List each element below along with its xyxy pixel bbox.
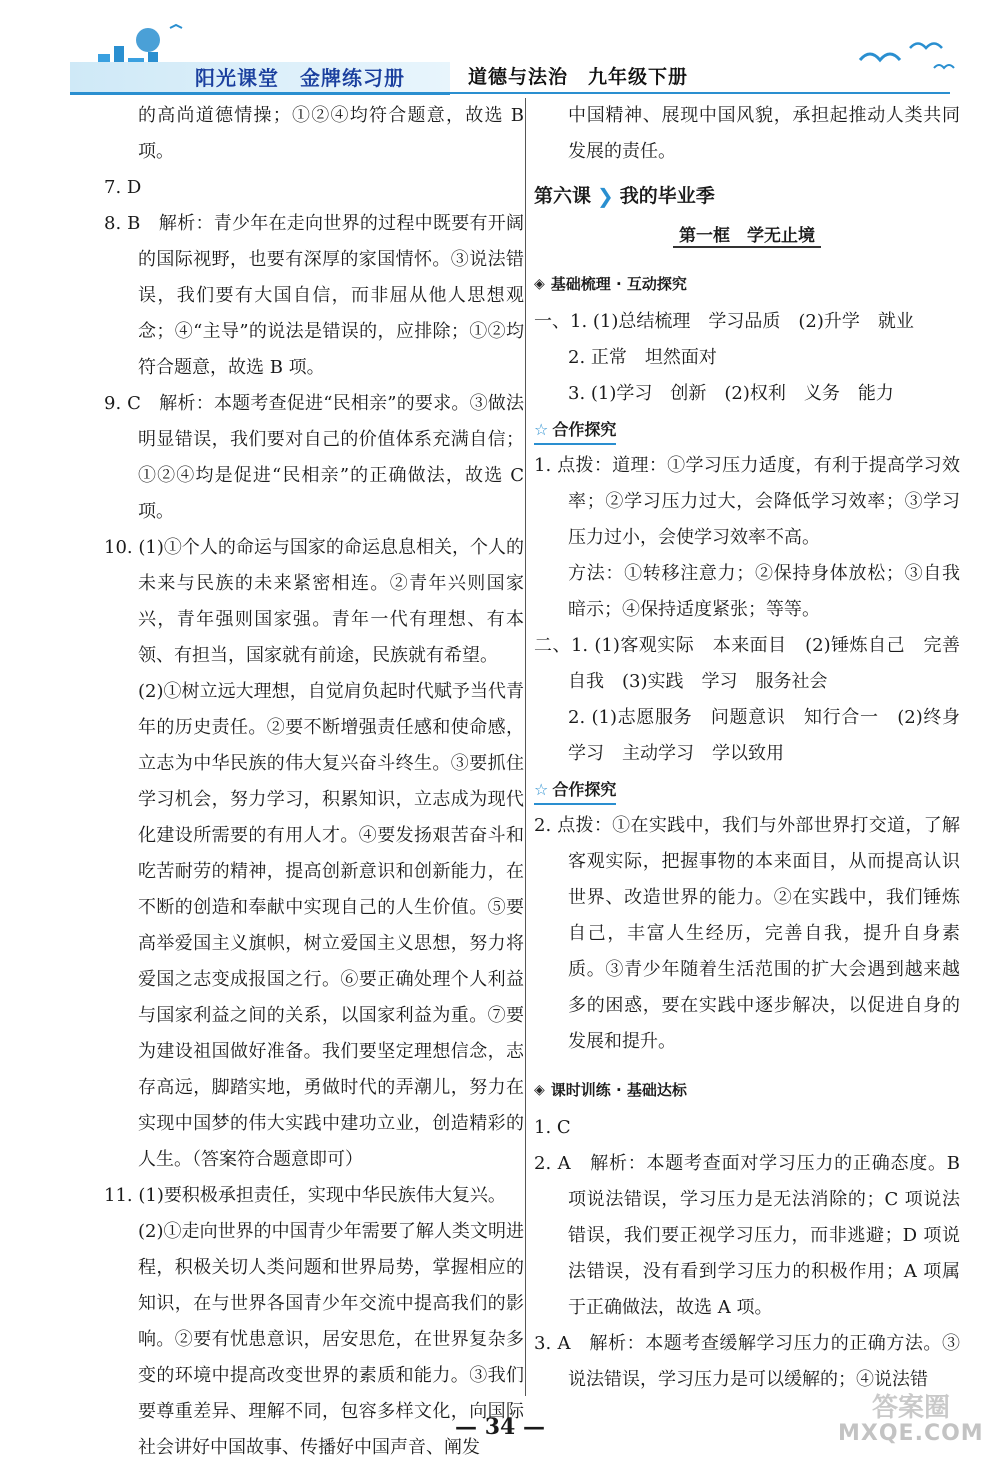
answer-paragraph: 1. 点拨：道理：①学习压力适度，有利于提高学习效率；②学习压力过大，会降低学习效率；③学习压力过小，会使学习效率不高。 [534, 455, 960, 548]
header-rule [70, 92, 950, 94]
answer-paragraph: 一、1. (1)总结梳理 学习品质 (2)升学 就业 [534, 311, 914, 332]
answer-paragraph: 2. 正常 坦然面对 [568, 347, 717, 368]
answer-paragraph: (2)①走向世界的中国青少年需要了解人类文明进程，积极关切人类问题和世界局势，掌握相应的知识，在与世界各国青少年交流中提高我们的影响。②要有忧患意识，居安思危，在世界复杂多变的环境中提高改变世界的素质和能力。③我们要尊重差异、理解不同，包容多样文化，向国际社会讲好中国故事、传播好中国声音、阐发 [138, 1221, 524, 1458]
answer-paragraph: 3. (1)学习 创新 (2)权利 义务 能力 [568, 383, 894, 404]
answer-paragraph: 9. C 解析：本题考查促进“民相亲”的要求。③做法明显错误，我们要对自己的价值体系充满自信；①②④均是促进“民相亲”的正确做法，故选 C 项。 [104, 393, 524, 522]
frame-title: 第一框 学无止境 [534, 218, 960, 254]
page-number: — 34 — [455, 1414, 545, 1440]
right-continuation-text: 中国精神、展现中国风貌，承担起推动人类共同发展的责任。 [568, 105, 960, 162]
star-icon: ☆ [534, 780, 549, 799]
left-column [104, 98, 524, 1466]
answer-paragraph: 2. 点拨：①在实践中，我们与外部世界打交道，了解客观实际，把握事物的本来面目，从而提高认识世界、改造世界的能力。②在实践中，我们锤炼自己，丰富人生经历，完善自我，提升自身素质。③青少年随着生活范围的扩大会遇到越来越多的困惑，要在实践中逐步解决，以促进自身的发展和提升。 [534, 815, 960, 1052]
watermark-url-text: MXQE.COM [838, 1421, 984, 1446]
subject-title: 道德与法治 九年级下册 [468, 66, 689, 88]
birds-icon [850, 30, 960, 80]
star-icon: ☆ [534, 420, 549, 439]
answer-paragraph: 11. (1)要积极承担责任，实现中华民族伟大复兴。 [104, 1185, 506, 1206]
section-heading-basics: ◈ 基础梳理 · 互动探究 [534, 266, 960, 302]
lesson-title: 我的毕业季 [619, 185, 715, 207]
answer-paragraph: (2)①树立远大理想，自觉肩负起时代赋予当代青年的历史责任。②要不断增强责任感和使命感，立志为中华民族的伟大复兴奋斗终生。③要抓住学习机会，努力学习，积累知识，立志成为现代化建设所需要的有用人才。④要发扬艰苦奋斗和吃苦耐劳的精神，提高创新意识和创新能力，在不断的创造和奉献中实现自己的人生价值。⑤要高举爱国主义旗帜，树立爱国主义思想，努力将爱国之志变成报国之行。⑥要正确处理个人利益与国家利益之间的关系，以国家利益为重。⑦要为建设祖国做好准备。我们要坚定理想信念，志存高远，脚踏实地，勇做时代的弄潮儿，努力在实现中国梦的伟大实践中建功立业，创造精彩的人生。（答案符合题意即可） [138, 681, 524, 1170]
watermark-logo [838, 1385, 998, 1453]
series-title: 阳光课堂 金牌练习册 [195, 66, 405, 90]
section-heading-training: ◈ 课时训练 · 基础达标 [534, 1072, 960, 1108]
chevron-right-icon: ❯ [597, 184, 614, 208]
answer-paragraph: 2. (1)志愿服务 问题意识 知行合一 (2)终身学习 主动学习 学以致用 [568, 707, 960, 764]
lesson-number: 第六课 [534, 185, 592, 207]
answer-paragraph: 的高尚道德情操；①②④均符合题意，故选 B 项。 [138, 105, 524, 162]
answer-paragraph: 7. D [104, 177, 142, 198]
answer-paragraph: 1. C [534, 1117, 571, 1138]
answer-paragraph: 3. A 解析：本题考查缓解学习压力的正确方法。③说法错误，学习压力是可以缓解的；④说法错 [534, 1333, 960, 1390]
answer-paragraph: 方法：①转移注意力；②保持身体放松；③自我暗示；④保持适度紧张；等等。 [568, 563, 960, 620]
coop-heading-1: ☆ 合作探究 [534, 417, 616, 445]
page-header [0, 0, 1000, 100]
column-divider [525, 98, 526, 1396]
answer-paragraph: 10. (1)①个人的命运与国家的命运息息相关，个人的未来与民族的未来紧密相连。②青年兴则国家兴，青年强则国家强。青年一代有理想、有本领、有担当，国家就有前途，民族就有希望。 [104, 537, 524, 666]
answer-paragraph: 8. B 解析：青少年在走向世界的过程中既要有开阔的国际视野，也要有深厚的家国情怀。③说法错误，我们要有大国自信，而非屈从他人思想观念；④“主导”的说法是错误的，应排除；①②均符合题意，故选 B 项。 [104, 213, 524, 378]
answer-paragraph: 2. A 解析：本题考查面对学习压力的正确态度。B 项说法错误，学习压力是无法消除的；C 项说法错误，我们要正视学习压力，而非逃避；D 项说法错误，没有看到学习压力的积极作用；A 项属于正确做法，故选 A 项。 [534, 1153, 960, 1318]
answer-paragraph: 二、1. (1)客观实际 本来面目 (2)锤炼自己 完善自我 (3)实践 学习 服务社会 [534, 635, 960, 692]
watermark-top-text: 答案圈 [872, 1393, 951, 1423]
lesson-heading [534, 178, 960, 214]
coop-heading-2: ☆ 合作探究 [534, 777, 616, 805]
book-icon: ◈ [534, 1082, 545, 1098]
book-icon: ◈ [534, 276, 545, 292]
right-column [534, 98, 960, 1398]
